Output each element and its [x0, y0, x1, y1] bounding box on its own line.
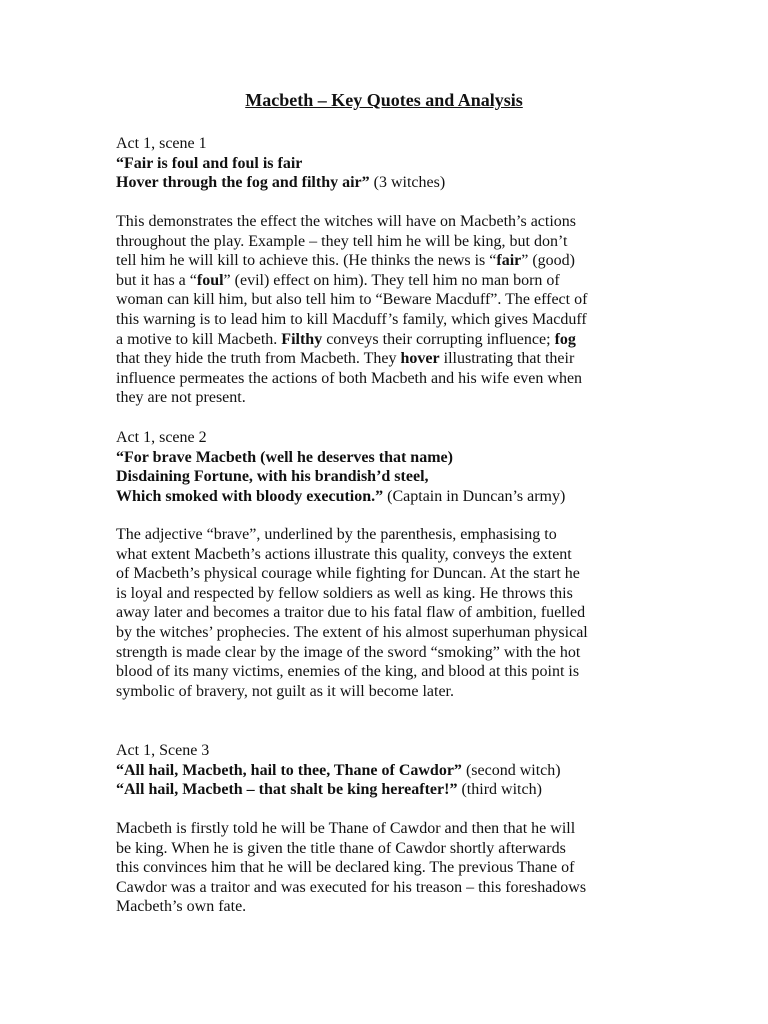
bold-text-run: hover	[400, 350, 440, 368]
text-run: of Macbeth’s physical courage while fighting for Duncan. At the start he	[116, 565, 580, 583]
text-run: strength is made clear by the image of the sword “smoking” with the hot	[116, 643, 581, 661]
text-line	[116, 858, 656, 878]
section-act1-scene3-heading-block	[116, 741, 656, 800]
text-line	[116, 349, 656, 369]
text-run: The adjective “brave”, underlined by the parenthesis, emphasising to	[116, 526, 557, 543]
text-line	[116, 603, 656, 623]
text-run: This demonstrates the effect the witches will have on Macbeth’s actions	[116, 213, 577, 230]
text-line	[116, 369, 656, 389]
text-line	[116, 897, 656, 917]
section-act1-scene1-heading-block	[116, 134, 656, 193]
text-line	[116, 662, 656, 682]
text-line	[116, 525, 656, 545]
quote-block	[116, 448, 656, 507]
text-run: tell him he will kill to achieve this. (He thinks the news is “	[116, 252, 497, 270]
text-run: but it has a “	[116, 271, 197, 289]
text-run: woman can kill him, but also tell him to “Beware Macduff”. The effect of	[116, 291, 588, 309]
text-run: (second witch)	[461, 761, 561, 779]
text-line	[116, 251, 656, 271]
text-run: throughout the play. Example – they tell him he will be king, but don’t	[116, 232, 568, 250]
bold-text-run: fog	[554, 330, 576, 348]
text-run: ” (good)	[521, 252, 576, 270]
text-line	[116, 878, 656, 898]
section-act1-scene3-analysis	[116, 819, 656, 917]
text-run: this convinces him that he will be declared king. The previous Thane of	[116, 859, 575, 877]
bold-text-run: “Fair is foul and foul is fair	[116, 154, 303, 172]
text-run: Macbeth’s own fate.	[116, 898, 247, 916]
bold-text-run: foul	[196, 271, 224, 289]
text-line	[116, 780, 656, 800]
section-act1-scene2-heading-block	[116, 428, 656, 506]
text-run: (third witch)	[457, 781, 542, 799]
text-run: that they hide the truth from Macbeth. They	[116, 350, 401, 368]
text-line	[116, 643, 656, 663]
quote-block	[116, 154, 656, 193]
text-line	[116, 388, 656, 408]
bold-text-run: Which smoked with bloody execution.”	[116, 487, 384, 505]
bold-text-run: Filthy	[281, 330, 323, 348]
section-act1-scene2-analysis	[116, 525, 656, 701]
text-line	[116, 232, 656, 252]
bold-text-run: “All hail, Macbeth, hail to thee, Thane of Cawdor”	[116, 761, 462, 779]
text-run: symbolic of bravery, not guilt as it will become later.	[116, 682, 454, 700]
text-line	[116, 819, 656, 839]
section-heading: Act 1, scene 2	[116, 429, 207, 446]
text-run: away later and becomes a traitor due to his fatal flaw of ambition, fuelled	[116, 604, 586, 622]
bold-text-run: fair	[496, 252, 522, 270]
quote-block	[116, 761, 656, 800]
text-line	[116, 290, 656, 310]
text-line	[116, 271, 656, 291]
text-line	[116, 564, 656, 584]
text-run: Cawdor was a traitor and was executed for his treason – this foreshadows	[116, 878, 587, 896]
text-line	[116, 330, 656, 350]
text-line	[116, 839, 656, 859]
text-run: what extent Macbeth’s actions illustrate this quality, conveys the extent	[116, 545, 572, 563]
text-line	[116, 212, 656, 232]
text-run: be king. When he is given the title thane of Cawdor shortly afterwards	[116, 839, 566, 857]
section-heading: Act 1, Scene 3	[116, 742, 210, 759]
text-line	[116, 487, 656, 507]
text-run: a motive to kill Macbeth.	[116, 330, 282, 348]
text-run: influence permeates the actions of both Macbeth and his wife even when	[116, 369, 583, 387]
text-line	[116, 682, 656, 702]
text-run: conveys their corrupting influence;	[322, 330, 555, 348]
bold-text-run: “For brave Macbeth (well he deserves that name)	[116, 448, 453, 466]
text-run: Macbeth is firstly told he will be Thane of Cawdor and then that he will	[116, 820, 576, 837]
bold-text-run: Disdaining Fortune, with his brandish’d steel,	[116, 468, 429, 486]
text-line	[116, 584, 656, 604]
text-run: this warning is to lead him to kill Macduff’s family, which gives Macduff	[116, 310, 587, 328]
text-line	[116, 545, 656, 565]
text-run: blood of its many victims, enemies of the king, and blood at this point is	[116, 663, 580, 681]
text-run: (Captain in Duncan’s army)	[383, 487, 566, 505]
text-run: they are not present.	[116, 389, 246, 407]
text-line	[116, 448, 656, 468]
text-run: is loyal and respected by fellow soldiers as well as king. He throws this	[116, 584, 573, 602]
text-line	[116, 310, 656, 330]
bold-text-run: “All hail, Macbeth – that shalt be king hereafter!”	[116, 781, 458, 799]
document-title: Macbeth – Key Quotes and Analysis	[245, 90, 523, 110]
text-run: by the witches’ prophecies. The extent of his almost superhuman physical	[116, 623, 588, 641]
text-run: ” (evil) effect on him). They tell him no man born of	[223, 271, 560, 289]
bold-text-run: Hover through the fog and filthy air”	[116, 174, 370, 192]
section-act1-scene1-analysis	[116, 212, 656, 408]
text-line	[116, 154, 656, 174]
text-line	[116, 173, 656, 193]
text-line	[116, 467, 656, 487]
text-line	[116, 623, 656, 643]
text-run: illustrating that their	[439, 350, 575, 368]
text-line	[116, 761, 656, 781]
section-heading: Act 1, scene 1	[116, 135, 207, 152]
text-run: (3 witches)	[369, 174, 446, 192]
